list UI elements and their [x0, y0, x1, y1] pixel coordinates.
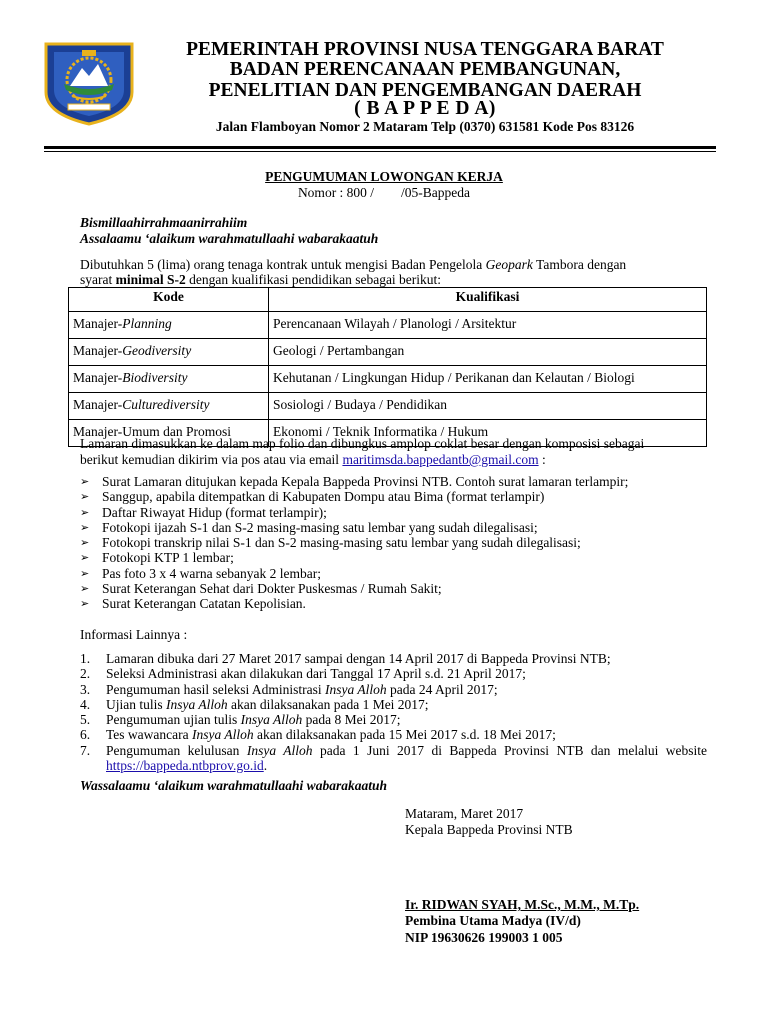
- signer-name: Ir. RIDWAN SYAH, M.Sc., M.M., M.Tp.: [405, 897, 640, 912]
- list-item: 3. Pengumuman hasil seleksi Administrasi Insya Alloh pada 24 April 2017;: [80, 681, 498, 697]
- table-row: [69, 366, 707, 393]
- list-item: ➢ Surat Keterangan Sehat dari Dokter Puskesmas / Rumah Sakit;: [80, 581, 442, 597]
- list-item: ➢ Surat Lamaran ditujukan kepada Kepala Bappeda Provinsi NTB. Contoh surat lamaran terlampir;: [80, 474, 629, 489]
- header-agency-line2: PENELITIAN DAN PENGEMBANGAN DAERAH: [208, 80, 642, 101]
- table-row: [69, 312, 707, 339]
- list-item: 6. Tes wawancara Insya Alloh akan dilaksanakan pada 15 Mei 2017 s.d. 18 Mei 2017;: [80, 727, 556, 743]
- announcement-number: Nomor : 800 / /05-Bappeda: [297, 185, 471, 200]
- ntb-province-emblem-icon: [42, 40, 136, 126]
- header-address: Jalan Flamboyan Nomor 2 Mataram Telp (0370) 631581 Kode Pos 83126: [215, 119, 635, 134]
- qualification-cell: Ekonomi / Teknik Informatika / Hukum: [269, 420, 707, 447]
- info-heading: Informasi Lainnya :: [80, 627, 188, 642]
- arrow-bullet-icon: ➢: [80, 520, 90, 534]
- table-header-row: [69, 288, 707, 312]
- code-cell: Manajer-Umum dan Promosi: [69, 420, 269, 447]
- info-list: [80, 651, 707, 773]
- arrow-bullet-icon: ➢: [80, 566, 90, 580]
- arrow-bullet-icon: ➢: [80, 505, 90, 519]
- signer-rank: Pembina Utama Madya (IV/d): [405, 913, 581, 928]
- header-acronym: ( B A P P E D A): [354, 98, 496, 119]
- list-item: ➢ Pas foto 3 x 4 warna sebanyak 2 lembar;: [80, 565, 321, 581]
- qualification-table: [68, 287, 707, 447]
- header-government: PEMERINTAH PROVINSI NUSA TENGGARA BARAT: [186, 39, 664, 60]
- signer-position: Kepala Bappeda Provinsi NTB: [405, 822, 573, 837]
- qualification-cell: Geologi / Pertambangan: [269, 339, 707, 366]
- greeting-salam: Assalaamu ‘alaikum warahmatullaahi wabarakaatuh: [80, 231, 379, 246]
- list-item: ➢ Fotokopi KTP 1 lembar;: [80, 550, 234, 566]
- code-cell: Manajer-Geodiversity: [69, 339, 269, 366]
- list-item: ➢ Fotokopi ijazah S-1 dan S-2 masing-masing satu lembar yang sudah dilegalisasi;: [80, 519, 538, 535]
- letterhead-rule-thin: [44, 151, 716, 152]
- header-agency-line1: BADAN PERENCANAAN PEMBANGUNAN,: [229, 59, 621, 80]
- arrow-bullet-icon: ➢: [80, 536, 90, 550]
- column-header-qualification: Kualifikasi: [269, 288, 707, 312]
- intro-line2: syarat minimal S-2 dengan kualifikasi pendidikan sebagai berikut:: [80, 272, 442, 287]
- website-link[interactable]: https://bappeda.ntbprov.go.id: [106, 758, 264, 774]
- column-header-code: Kode: [69, 288, 269, 312]
- table-row: [69, 339, 707, 366]
- list-item: ➢ Sanggup, apabila ditempatkan di Kabupaten Dompu atau Bima (format terlampir): [80, 489, 545, 505]
- list-item: ➢ Daftar Riwayat Hidup (format terlampir);: [80, 504, 327, 520]
- arrow-bullet-icon: ➢: [80, 475, 90, 488]
- code-cell: Manajer-Culturediversity: [69, 393, 269, 420]
- list-item: 4. Ujian tulis Insya Alloh akan dilaksanakan pada 1 Mei 2017;: [80, 696, 429, 712]
- submission-line1: Lamaran dimasukkan ke dalam map folio dan dibungkus amplop coklat besar dengan komposisi sebagai: [80, 436, 645, 451]
- qualification-cell: Kehutanan / Lingkungan Hidup / Perikanan dan Kelautan / Biologi: [269, 366, 707, 393]
- qualification-cell: Sosiologi / Budaya / Pendidikan: [269, 393, 707, 420]
- list-item: 7. Pengumuman kelulusan Insya Alloh pada 1 Juni 2017 di Bappeda Provinsi NTB dan melalui website https://bappeda.ntbprov.go.id.: [80, 742, 708, 774]
- closing-salam: Wassalaamu ‘alaikum warahmatullaahi wabarakaatuh: [80, 778, 387, 793]
- submission-line2: berikut kemudian dikirim via pos atau via email maritimsda.bappedantb@gmail.com :: [80, 452, 546, 467]
- announcement-title: PENGUMUMAN LOWONGAN KERJA: [265, 169, 503, 184]
- qualification-cell: Perencanaan Wilayah / Planologi / Arsitektur: [269, 312, 707, 339]
- letterhead-rule-thick: [44, 146, 716, 149]
- requirements-list: [80, 474, 628, 612]
- place-date: Mataram, Maret 2017: [405, 806, 524, 821]
- code-cell: Manajer-Biodiversity: [69, 366, 269, 393]
- arrow-bullet-icon: ➢: [80, 582, 90, 596]
- list-item: 2. Seleksi Administrasi akan dilakukan dari Tanggal 17 April s.d. 21 April 2017;: [80, 666, 526, 682]
- list-item: ➢ Surat Keterangan Catatan Kepolisian.: [80, 596, 306, 612]
- table-row: [69, 393, 707, 420]
- list-item: ➢ Fotokopi transkrip nilai S-1 dan S-2 masing-masing satu lembar yang sudah dilegalisasi;: [80, 535, 581, 551]
- arrow-bullet-icon: ➢: [80, 551, 90, 565]
- list-item: 1. Lamaran dibuka dari 27 Maret 2017 sampai dengan 14 April 2017 di Bappeda Provinsi NTB;: [80, 651, 611, 666]
- signer-nip: NIP 19630626 199003 1 005: [405, 930, 563, 945]
- arrow-bullet-icon: ➢: [80, 490, 90, 504]
- code-cell: Manajer-Planning: [69, 312, 269, 339]
- email-link[interactable]: maritimsda.bappedantb@gmail.com: [342, 452, 539, 467]
- intro-line1: Dibutuhkan 5 (lima) orang tenaga kontrak untuk mengisi Badan Pengelola Geopark Tambora dengan: [80, 257, 627, 272]
- list-item: 5. Pengumuman ujian tulis Insya Alloh pada 8 Mei 2017;: [80, 712, 401, 728]
- arrow-bullet-icon: ➢: [80, 597, 90, 611]
- greeting-bismillah: Bismillaahirrahmaanirrahiim: [80, 215, 248, 230]
